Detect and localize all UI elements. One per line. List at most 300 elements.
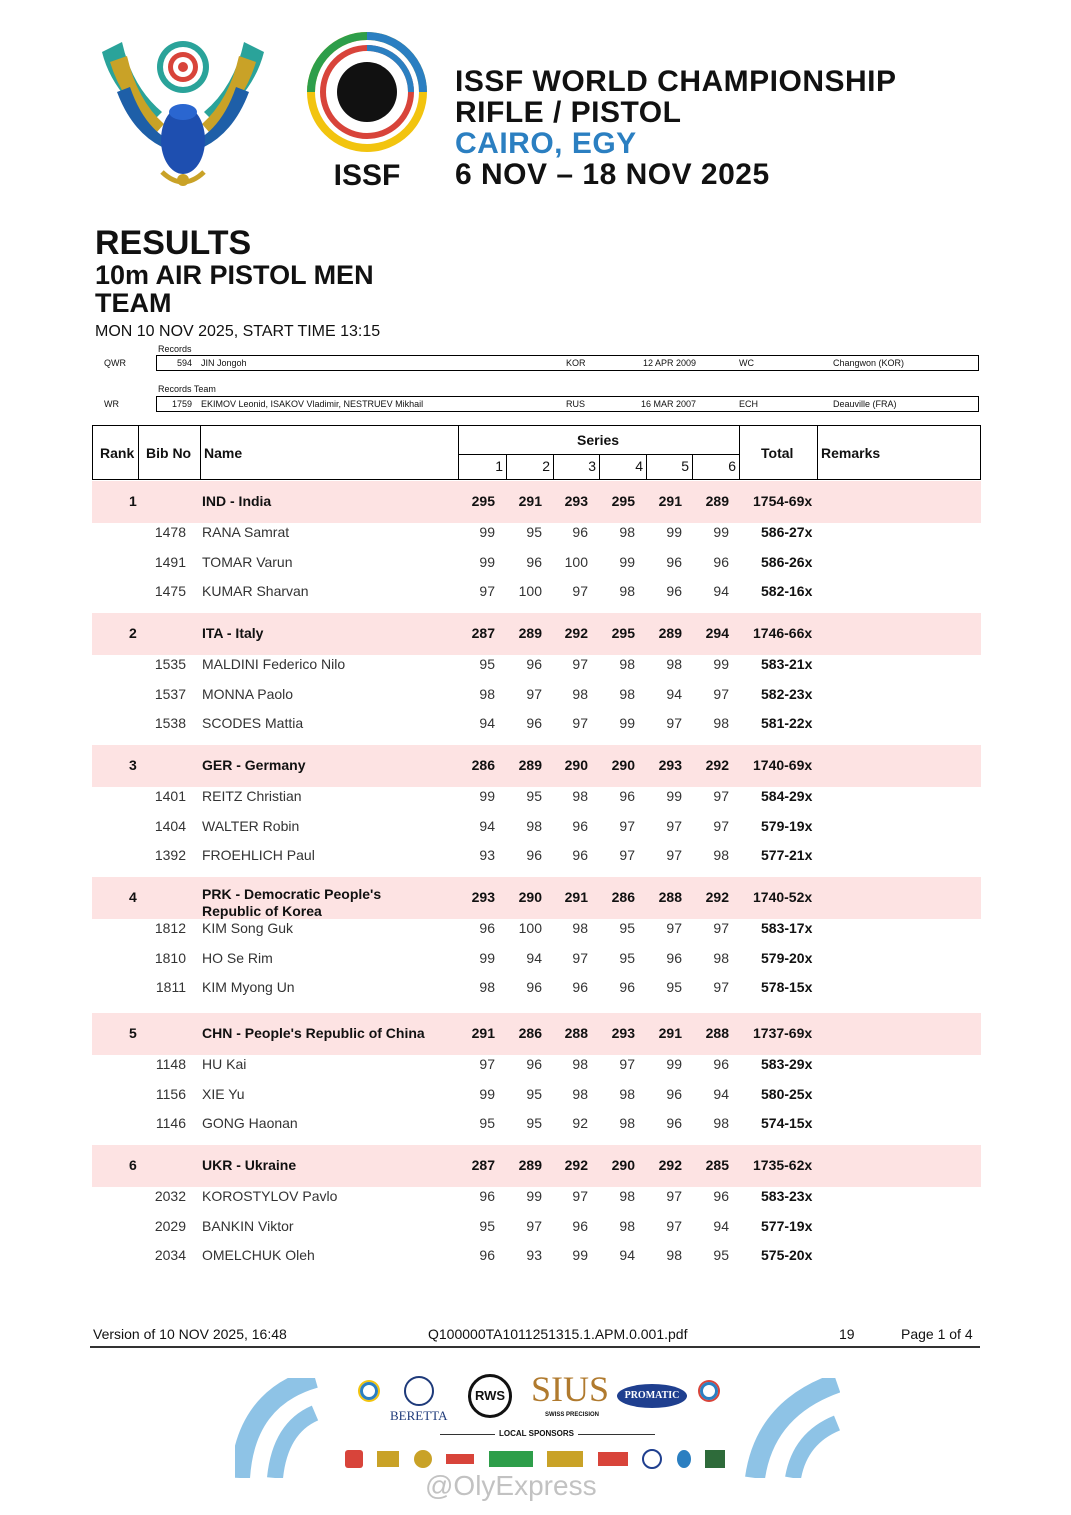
wr-label: WR xyxy=(104,399,119,409)
athlete-row xyxy=(92,973,981,1003)
athlete-bib-no: 1156 xyxy=(155,1086,186,1102)
local-sponsor-logos xyxy=(345,1446,725,1472)
athlete-total: 583-23x xyxy=(761,1188,813,1204)
team-total: 1740-69x xyxy=(753,757,813,773)
local-sponsor-icon xyxy=(345,1450,363,1468)
team-series-score: 289 xyxy=(518,1157,542,1173)
team-series-score: 288 xyxy=(705,1025,729,1041)
athlete-total: 574-15x xyxy=(761,1115,813,1131)
athlete-bib-no: 1811 xyxy=(155,979,186,995)
local-sponsor-icon xyxy=(547,1451,583,1467)
athlete-total: 583-17x xyxy=(761,920,813,936)
athlete-name: KIM Myong Un xyxy=(202,979,295,995)
athlete-series-score: 97 xyxy=(713,818,729,834)
athlete-series-score: 98 xyxy=(713,1115,729,1131)
team-series-score: 290 xyxy=(611,1157,635,1173)
event-city: CAIRO, EGY xyxy=(455,127,637,160)
athlete-series-score: 95 xyxy=(479,656,495,672)
qwr-score: 594 xyxy=(177,358,193,368)
local-sponsor-icon xyxy=(598,1452,628,1466)
athlete-series-score: 98 xyxy=(526,818,542,834)
sponsor-rws: RWS xyxy=(468,1374,512,1418)
team-rank: 1 xyxy=(129,493,137,509)
athlete-total: 579-20x xyxy=(761,950,813,966)
athlete-name: TOMAR Varun xyxy=(202,554,293,570)
athlete-series-score: 96 xyxy=(713,1056,729,1072)
athlete-series-score: 98 xyxy=(713,715,729,731)
athlete-total: 577-19x xyxy=(761,1218,813,1234)
athlete-series-score: 97 xyxy=(619,847,635,863)
team-row xyxy=(92,877,981,919)
athlete-series-score: 96 xyxy=(713,554,729,570)
athlete-series-score: 98 xyxy=(572,788,588,804)
header-series-2: 2 xyxy=(542,458,550,474)
athlete-series-score: 96 xyxy=(526,554,542,570)
athlete-series-score: 98 xyxy=(619,656,635,672)
athlete-series-score: 98 xyxy=(572,1086,588,1102)
footer-page-number: Page 1 of 4 xyxy=(901,1326,973,1342)
wr-name: EKIMOV Leonid, ISAKOV Vladimir, NESTRUEV Mikhail xyxy=(201,399,424,409)
team-name: CHN - People's Republic of China xyxy=(202,1025,425,1041)
athlete-name: OMELCHUK Oleh xyxy=(202,1247,315,1263)
header-series-4: 4 xyxy=(635,458,643,474)
athlete-total: 583-21x xyxy=(761,656,813,672)
athlete-series-score: 97 xyxy=(479,583,495,599)
header-series-6: 6 xyxy=(728,458,736,474)
athlete-name: FROEHLICH Paul xyxy=(202,847,315,863)
athlete-bib-no: 1478 xyxy=(154,524,186,540)
team-series-score: 292 xyxy=(564,1157,588,1173)
sponsor-beretta: BERETTA xyxy=(390,1408,448,1423)
athlete-series-score: 97 xyxy=(666,818,682,834)
beretta-emblem-icon xyxy=(404,1376,434,1406)
team-series-score: 291 xyxy=(518,493,542,509)
athlete-total: 581-22x xyxy=(761,715,813,731)
team-series-score: 289 xyxy=(705,493,729,509)
athlete-series-score: 99 xyxy=(479,554,495,570)
qwr-place: Changwon (KOR) xyxy=(833,358,905,368)
athlete-series-score: 99 xyxy=(666,524,682,540)
athlete-series-score: 94 xyxy=(713,583,729,599)
athlete-row xyxy=(92,577,981,607)
team-total: 1754-69x xyxy=(753,493,813,509)
athlete-name: KOROSTYLOV Pavlo xyxy=(202,1188,338,1204)
team-series-score: 295 xyxy=(611,493,635,509)
athlete-series-score: 98 xyxy=(619,686,635,702)
team-rank: 2 xyxy=(129,625,137,641)
athlete-series-score: 95 xyxy=(479,1218,495,1234)
athlete-bib-no: 1475 xyxy=(154,583,186,599)
issf-sponsor-badge-icon xyxy=(360,1382,378,1400)
athlete-series-score: 97 xyxy=(713,920,729,936)
athlete-total: 586-27x xyxy=(761,524,813,540)
athlete-bib-no: 1392 xyxy=(154,847,186,863)
qwr-record-box xyxy=(156,355,979,371)
team-name: UKR - Ukraine xyxy=(202,1157,297,1173)
athlete-total: 578-15x xyxy=(761,979,813,995)
athlete-total: 582-23x xyxy=(761,686,813,702)
team-row xyxy=(92,1145,981,1187)
athlete-series-score: 95 xyxy=(526,524,542,540)
athlete-series-score: 97 xyxy=(666,920,682,936)
athlete-name: BANKIN Viktor xyxy=(202,1218,294,1234)
athlete-name: WALTER Robin xyxy=(202,818,300,834)
event-title-line1: ISSF WORLD CHAMPIONSHIP xyxy=(455,65,897,98)
right-decor-arcs xyxy=(745,1378,840,1478)
athlete-name: KIM Song Guk xyxy=(202,920,294,936)
local-sponsor-icon xyxy=(677,1450,691,1468)
athlete-row xyxy=(92,1080,981,1110)
event-name: 10m AIR PISTOL MEN xyxy=(95,260,374,290)
athlete-series-score: 97 xyxy=(713,686,729,702)
team-series-score: 290 xyxy=(518,889,542,905)
athlete-series-score: 98 xyxy=(713,950,729,966)
results-heading: RESULTS xyxy=(95,224,252,262)
team-series-score: 285 xyxy=(705,1157,729,1173)
header-rank: Rank xyxy=(100,445,135,461)
athlete-series-score: 97 xyxy=(619,1056,635,1072)
athlete-bib-no: 2029 xyxy=(154,1218,186,1234)
athlete-row xyxy=(92,1109,981,1139)
team-series-score: 292 xyxy=(705,757,729,773)
watermark: @OlyExpress xyxy=(425,1470,597,1501)
athlete-bib-no: 1491 xyxy=(154,554,186,570)
athlete-bib-no: 1812 xyxy=(154,920,186,936)
qwr-date: 12 APR 2009 xyxy=(643,358,697,368)
athlete-total: 579-19x xyxy=(761,818,813,834)
athlete-series-score: 97 xyxy=(479,1056,495,1072)
footer-divider xyxy=(90,1346,980,1348)
athlete-name: GONG Haonan xyxy=(202,1115,298,1131)
athlete-bib-no: 1146 xyxy=(155,1115,186,1131)
athlete-series-score: 99 xyxy=(666,788,682,804)
header-name: Name xyxy=(204,445,243,461)
records-team-section-title: Records Team xyxy=(158,384,216,394)
team-rank: 4 xyxy=(129,889,137,905)
header-total: Total xyxy=(761,445,794,461)
team-rank: 6 xyxy=(129,1157,137,1173)
athlete-series-score: 98 xyxy=(479,686,495,702)
team-series-score: 291 xyxy=(564,889,588,905)
athlete-series-score: 97 xyxy=(666,715,682,731)
athlete-series-score: 96 xyxy=(666,1086,682,1102)
athlete-row xyxy=(92,1241,981,1271)
athlete-series-score: 98 xyxy=(619,524,635,540)
team-total: 1737-69x xyxy=(753,1025,813,1041)
issf-logo-text: ISSF xyxy=(333,159,401,192)
athlete-series-score: 96 xyxy=(572,524,588,540)
athlete-series-score: 95 xyxy=(479,1115,495,1131)
athlete-series-score: 98 xyxy=(666,1247,682,1263)
athlete-series-score: 94 xyxy=(713,1086,729,1102)
athlete-row xyxy=(92,650,981,680)
athlete-series-score: 95 xyxy=(713,1247,729,1263)
athlete-row xyxy=(92,841,981,871)
athlete-series-score: 96 xyxy=(526,656,542,672)
athlete-series-score: 97 xyxy=(713,788,729,804)
athlete-bib-no: 1535 xyxy=(154,656,186,672)
athlete-series-score: 95 xyxy=(526,788,542,804)
athlete-series-score: 95 xyxy=(526,1086,542,1102)
footer-code: 19 xyxy=(839,1326,855,1342)
qwr-competition: WC xyxy=(739,358,754,368)
athlete-series-score: 96 xyxy=(666,950,682,966)
athlete-total: 580-25x xyxy=(761,1086,813,1102)
athlete-series-score: 97 xyxy=(666,1188,682,1204)
wr-competition: ECH xyxy=(739,399,759,409)
wr-score: 1759 xyxy=(172,399,193,409)
athlete-bib-no: 1148 xyxy=(155,1056,186,1072)
athlete-series-score: 98 xyxy=(619,1115,635,1131)
athlete-series-score: 97 xyxy=(619,818,635,834)
qwr-nation: KOR xyxy=(566,358,586,368)
athlete-name: HU Kai xyxy=(202,1056,247,1072)
team-series-score: 293 xyxy=(611,1025,635,1041)
athlete-series-score: 94 xyxy=(619,1247,635,1263)
athlete-series-score: 97 xyxy=(666,1218,682,1234)
sponsor-sius: SIUS xyxy=(531,1369,610,1409)
athlete-series-score: 99 xyxy=(713,524,729,540)
athlete-name: REITZ Christian xyxy=(202,788,302,804)
team-rank: 3 xyxy=(129,757,137,773)
athlete-series-score: 94 xyxy=(666,686,682,702)
athlete-series-score: 96 xyxy=(479,1247,495,1263)
team-series-score: 293 xyxy=(564,493,588,509)
team-row xyxy=(92,745,981,787)
team-row xyxy=(92,481,981,523)
team-series-score: 295 xyxy=(471,493,495,509)
records-section-title: Records xyxy=(158,344,192,354)
athlete-series-score: 93 xyxy=(526,1247,542,1263)
results-table-header xyxy=(92,425,981,480)
header-series-3: 3 xyxy=(588,458,596,474)
team-series-score: 291 xyxy=(658,1025,682,1041)
athlete-row xyxy=(92,680,981,710)
team-series-score: 291 xyxy=(658,493,682,509)
team-series-score: 290 xyxy=(564,757,588,773)
athlete-series-score: 98 xyxy=(572,920,588,936)
team-total: 1746-66x xyxy=(753,625,813,641)
team-series-score: 295 xyxy=(611,625,635,641)
athlete-series-score: 100 xyxy=(564,554,588,570)
athlete-row xyxy=(92,709,981,739)
athlete-series-score: 94 xyxy=(479,818,495,834)
team-series-score: 287 xyxy=(471,1157,495,1173)
athlete-series-score: 97 xyxy=(572,583,588,599)
athlete-series-score: 97 xyxy=(526,1218,542,1234)
wr-place: Deauville (FRA) xyxy=(833,399,897,409)
header-remarks: Remarks xyxy=(821,445,881,461)
athlete-series-score: 98 xyxy=(479,979,495,995)
athlete-row xyxy=(92,914,981,944)
athlete-series-score: 97 xyxy=(572,1188,588,1204)
athlete-series-score: 98 xyxy=(619,1218,635,1234)
team-series-score: 293 xyxy=(658,757,682,773)
athlete-series-score: 97 xyxy=(526,686,542,702)
athlete-series-score: 99 xyxy=(572,1247,588,1263)
athlete-row xyxy=(92,548,981,578)
athlete-series-score: 99 xyxy=(479,524,495,540)
wr-nation: RUS xyxy=(566,399,586,409)
local-sponsors-label: LOCAL SPONSORS xyxy=(495,1429,578,1438)
athlete-series-score: 96 xyxy=(666,583,682,599)
sponsor-sius-tagline: SWISS PRECISION xyxy=(545,1412,600,1418)
athlete-series-score: 99 xyxy=(526,1188,542,1204)
athlete-series-score: 97 xyxy=(572,715,588,731)
athlete-bib-no: 1810 xyxy=(154,950,186,966)
footer-file-name: Q100000TA1011251315.1.APM.0.001.pdf xyxy=(428,1326,688,1342)
header-series: Series xyxy=(577,432,620,448)
left-decor-arcs xyxy=(235,1378,320,1478)
athlete-series-score: 96 xyxy=(526,1056,542,1072)
athlete-name: KUMAR Sharvan xyxy=(202,583,309,599)
athlete-series-score: 98 xyxy=(619,1086,635,1102)
athlete-series-score: 96 xyxy=(572,979,588,995)
athlete-series-score: 98 xyxy=(619,1188,635,1204)
team-series-score: 289 xyxy=(518,757,542,773)
athlete-name: XIE Yu xyxy=(202,1086,245,1102)
team-series-score: 294 xyxy=(705,625,729,641)
athlete-total: 582-16x xyxy=(761,583,813,599)
header-series-5: 5 xyxy=(681,458,689,474)
team-series-score: 291 xyxy=(471,1025,495,1041)
athlete-total: 583-29x xyxy=(761,1056,813,1072)
athlete-series-score: 96 xyxy=(666,1115,682,1131)
athlete-series-score: 97 xyxy=(572,656,588,672)
athlete-row xyxy=(92,944,981,974)
wr-record-box xyxy=(156,396,979,412)
athlete-bib-no: 1404 xyxy=(154,818,186,834)
athlete-row xyxy=(92,518,981,548)
athlete-series-score: 96 xyxy=(526,979,542,995)
athlete-bib-no: 1401 xyxy=(154,788,186,804)
event-type: TEAM xyxy=(95,288,172,318)
event-title xyxy=(455,66,897,190)
athlete-series-score: 99 xyxy=(619,715,635,731)
header-series-1: 1 xyxy=(495,458,503,474)
team-series-score: 286 xyxy=(518,1025,542,1041)
athlete-series-score: 96 xyxy=(713,1188,729,1204)
local-sponsor-icon xyxy=(642,1449,662,1469)
athlete-name: SCODES Mattia xyxy=(202,715,304,731)
athlete-series-score: 97 xyxy=(713,979,729,995)
athlete-series-score: 96 xyxy=(619,979,635,995)
athlete-name: MALDINI Federico Nilo xyxy=(202,656,346,672)
athlete-series-score: 97 xyxy=(572,950,588,966)
team-series-score: 292 xyxy=(658,1157,682,1173)
athlete-series-score: 93 xyxy=(479,847,495,863)
athlete-bib-no: 2032 xyxy=(154,1188,186,1204)
athlete-row xyxy=(92,1182,981,1212)
athlete-series-score: 96 xyxy=(479,920,495,936)
header-bib-no: Bib No xyxy=(146,445,192,461)
athlete-series-score: 96 xyxy=(619,788,635,804)
athlete-series-score: 95 xyxy=(619,950,635,966)
athlete-series-score: 97 xyxy=(666,847,682,863)
athlete-series-score: 96 xyxy=(572,818,588,834)
team-series-score: 288 xyxy=(564,1025,588,1041)
team-total: 1740-52x xyxy=(753,889,813,905)
footer-version: Version of 10 NOV 2025, 16:48 xyxy=(93,1326,287,1342)
athlete-row xyxy=(92,812,981,842)
athlete-series-score: 95 xyxy=(619,920,635,936)
team-series-score: 290 xyxy=(611,757,635,773)
team-name: ITA - Italy xyxy=(202,625,264,641)
athlete-series-score: 94 xyxy=(526,950,542,966)
athlete-series-score: 95 xyxy=(666,979,682,995)
athlete-row xyxy=(92,782,981,812)
issf-logo xyxy=(305,32,429,192)
athlete-series-score: 99 xyxy=(479,1086,495,1102)
athlete-series-score: 99 xyxy=(666,1056,682,1072)
athlete-total: 584-29x xyxy=(761,788,813,804)
athlete-series-score: 98 xyxy=(572,1056,588,1072)
team-series-score: 293 xyxy=(471,889,495,905)
athlete-name: RANA Samrat xyxy=(202,524,290,540)
athlete-bib-no: 1538 xyxy=(154,715,186,731)
athlete-series-score: 96 xyxy=(666,554,682,570)
header-series-group xyxy=(459,426,739,479)
team-total: 1735-62x xyxy=(753,1157,813,1173)
athlete-total: 586-26x xyxy=(761,554,813,570)
team-rank: 5 xyxy=(129,1025,137,1041)
athlete-series-score: 96 xyxy=(479,1188,495,1204)
athlete-series-score: 95 xyxy=(526,1115,542,1131)
issf-sponsor-badge-icon-right xyxy=(700,1382,718,1400)
team-series-score: 289 xyxy=(658,625,682,641)
athlete-series-score: 98 xyxy=(666,656,682,672)
athlete-series-score: 94 xyxy=(479,715,495,731)
local-sponsor-icon xyxy=(489,1451,533,1467)
team-series-score: 286 xyxy=(471,757,495,773)
athlete-series-score: 99 xyxy=(479,788,495,804)
athlete-series-score: 100 xyxy=(518,920,542,936)
local-sponsor-icon xyxy=(377,1451,399,1467)
event-date-time: MON 10 NOV 2025, START TIME 13:15 xyxy=(95,323,381,340)
team-series-score: 292 xyxy=(564,625,588,641)
athlete-series-score: 96 xyxy=(572,1218,588,1234)
athlete-name: MONNA Paolo xyxy=(202,686,294,702)
local-sponsor-icon xyxy=(414,1450,432,1468)
team-row xyxy=(92,613,981,655)
athlete-series-score: 100 xyxy=(518,583,542,599)
team-series-score: 288 xyxy=(658,889,682,905)
athlete-row xyxy=(92,1050,981,1080)
athlete-row xyxy=(92,1212,981,1242)
local-sponsor-icon xyxy=(446,1454,474,1464)
team-name: IND - India xyxy=(202,493,272,509)
athlete-series-score: 99 xyxy=(713,656,729,672)
athlete-series-score: 98 xyxy=(713,847,729,863)
team-name-line1: PRK - Democratic People's xyxy=(202,886,382,902)
team-row xyxy=(92,1013,981,1055)
team-series-score: 289 xyxy=(518,625,542,641)
sponsor-promatic: PROMATIC xyxy=(617,1384,687,1408)
athlete-total: 577-21x xyxy=(761,847,813,863)
qwr-name: JIN Jongoh xyxy=(201,358,247,368)
athlete-series-score: 98 xyxy=(572,686,588,702)
team-name-line2: Republic of Korea xyxy=(202,903,322,919)
team-series-score: 292 xyxy=(705,889,729,905)
athlete-bib-no: 1537 xyxy=(154,686,186,702)
athlete-series-score: 94 xyxy=(713,1218,729,1234)
athlete-series-score: 96 xyxy=(526,847,542,863)
athlete-series-score: 98 xyxy=(619,583,635,599)
event-title-line2: RIFLE / PISTOL xyxy=(455,96,682,129)
athlete-bib-no: 2034 xyxy=(154,1247,186,1263)
athlete-series-score: 99 xyxy=(479,950,495,966)
athlete-series-score: 99 xyxy=(619,554,635,570)
